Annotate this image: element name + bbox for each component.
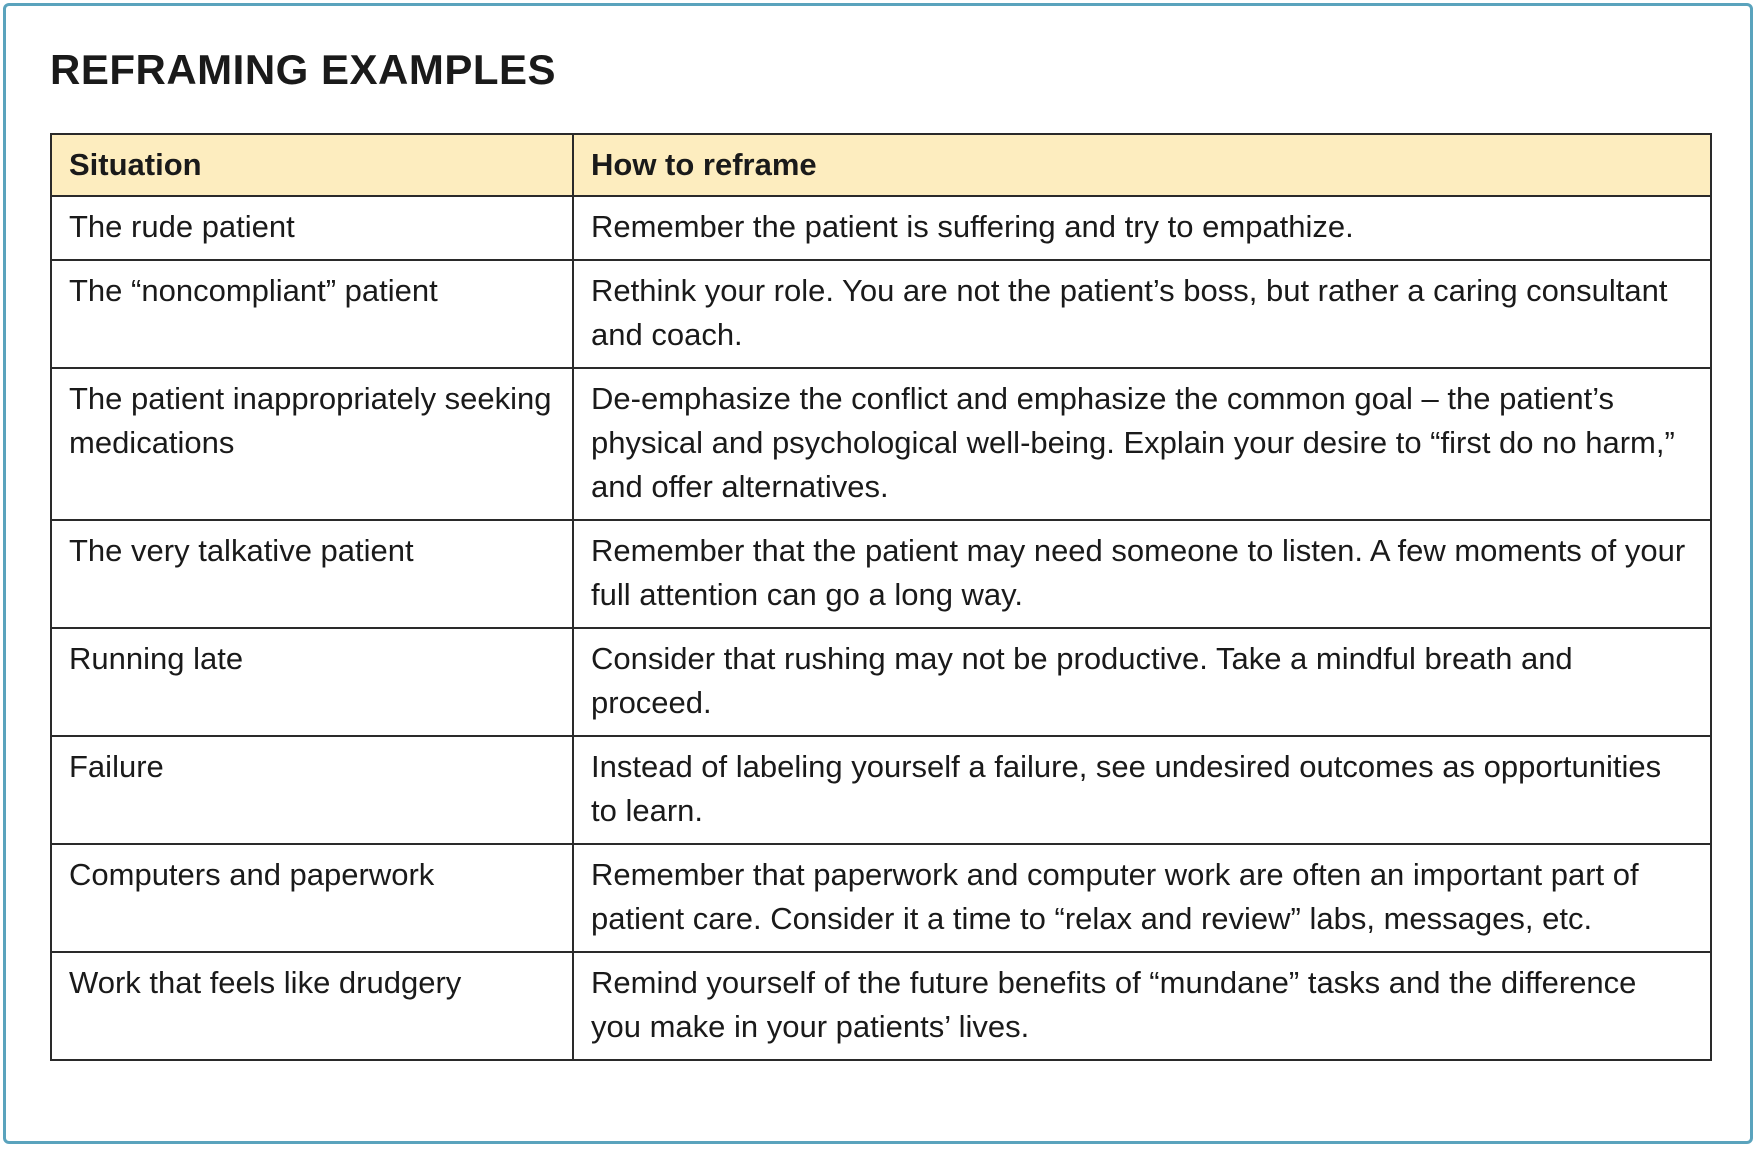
situation-cell: The “noncompliant” patient	[51, 260, 573, 368]
table-row	[51, 952, 1711, 1060]
reframe-cell: Instead of labeling yourself a failure, see undesired outcomes as opportunities to learn.	[573, 736, 1711, 844]
page-title: REFRAMING EXAMPLES	[50, 46, 557, 93]
reframe-cell: Consider that rushing may not be productive. Take a mindful breath and proceed.	[573, 628, 1711, 736]
table-row	[51, 736, 1711, 844]
reframing-table	[50, 133, 1712, 1061]
situation-cell: Work that feels like drudgery	[51, 952, 573, 1060]
header-situation: Situation	[51, 134, 573, 196]
table-row	[51, 368, 1711, 520]
reframe-cell: Remember that the patient may need someone to listen. A few moments of your full attention can go a long way.	[573, 520, 1711, 628]
table-row	[51, 844, 1711, 952]
reframe-cell: Rethink your role. You are not the patient’s boss, but rather a caring consultant and coach.	[573, 260, 1711, 368]
table-header-row	[51, 134, 1711, 196]
reframe-cell: Remember that paperwork and computer work are often an important part of patient care. Consider it a time to “relax and review” labs, messages, etc.	[573, 844, 1711, 952]
table-row	[51, 628, 1711, 736]
reframe-cell: Remember the patient is suffering and try to empathize.	[573, 196, 1711, 260]
situation-cell: Computers and paperwork	[51, 844, 573, 952]
situation-cell: The patient inappropriately seeking medications	[51, 368, 573, 520]
header-how-to-reframe: How to reframe	[573, 134, 1711, 196]
situation-cell: The very talkative patient	[51, 520, 573, 628]
reframe-cell: De-emphasize the conflict and emphasize the common goal – the patient’s physical and psychological well-being. Explain your desire to “first do no harm,” and offer alternatives.	[573, 368, 1711, 520]
table-row	[51, 196, 1711, 260]
table-row	[51, 260, 1711, 368]
situation-cell: Failure	[51, 736, 573, 844]
situation-cell: The rude patient	[51, 196, 573, 260]
table-row	[51, 520, 1711, 628]
reframe-cell: Remind yourself of the future benefits of “mundane” tasks and the difference you make in your patients’ lives.	[573, 952, 1711, 1060]
situation-cell: Running late	[51, 628, 573, 736]
